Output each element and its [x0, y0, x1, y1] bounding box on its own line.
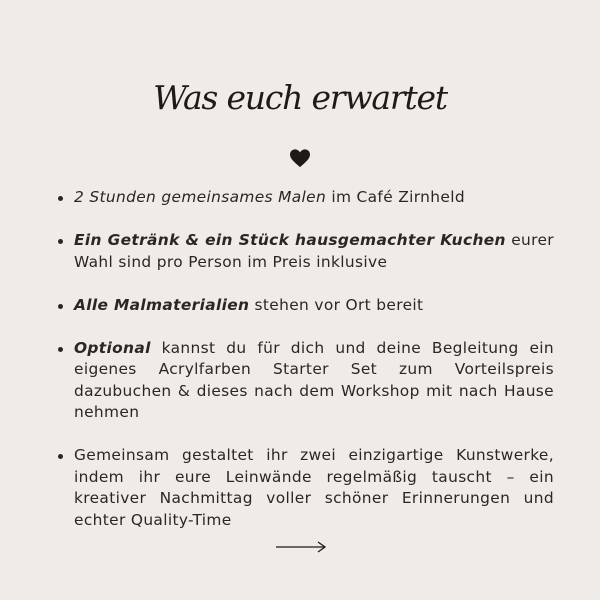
page-title: Was euch erwartet	[153, 78, 447, 117]
item-emphasis: Ein Getränk	[74, 231, 180, 249]
list-item	[58, 187, 554, 209]
item-text: kannst du für dich und deine Begleitung ein eigenes Acrylfarben Starter Set zum Vorteilspreis dazubuchen & dieses nach dem Workshop mit nach Hause nehmen	[74, 338, 554, 421]
bullet	[58, 304, 63, 309]
arrow-right-icon[interactable]	[275, 540, 327, 554]
feature-list	[58, 187, 554, 553]
item-emphasis-connector: &	[179, 231, 206, 249]
item-emphasis: Optional	[74, 338, 151, 357]
item-emphasis: 2 Stunden gemeinsames Malen	[74, 188, 327, 206]
item-text: stehen vor Ort bereit	[249, 295, 424, 314]
list-item	[58, 338, 554, 424]
item-text: im Café Zirnheld	[326, 188, 465, 206]
bullet	[58, 239, 63, 244]
list-item	[58, 445, 554, 531]
item-text: eurer Wahl sind pro Person im Preis inklusive	[74, 231, 554, 271]
item-emphasis: Alle Malmaterialien	[74, 295, 250, 314]
list-item	[58, 230, 554, 273]
item-text: Gemeinsam gestaltet ihr zwei einzigartige Kunstwerke, indem ihr eure Leinwände regelmäßig tauscht – ein kreativer Nachmittag voller schöner Erinnerungen und echter Quality-Time	[74, 446, 554, 529]
bullet	[58, 454, 63, 459]
bullet	[58, 196, 63, 201]
list-item	[58, 295, 554, 317]
item-emphasis-secondary: ein Stück hausgemachter Kuchen	[205, 231, 506, 249]
bullet	[58, 347, 63, 352]
heart-icon	[289, 148, 311, 168]
